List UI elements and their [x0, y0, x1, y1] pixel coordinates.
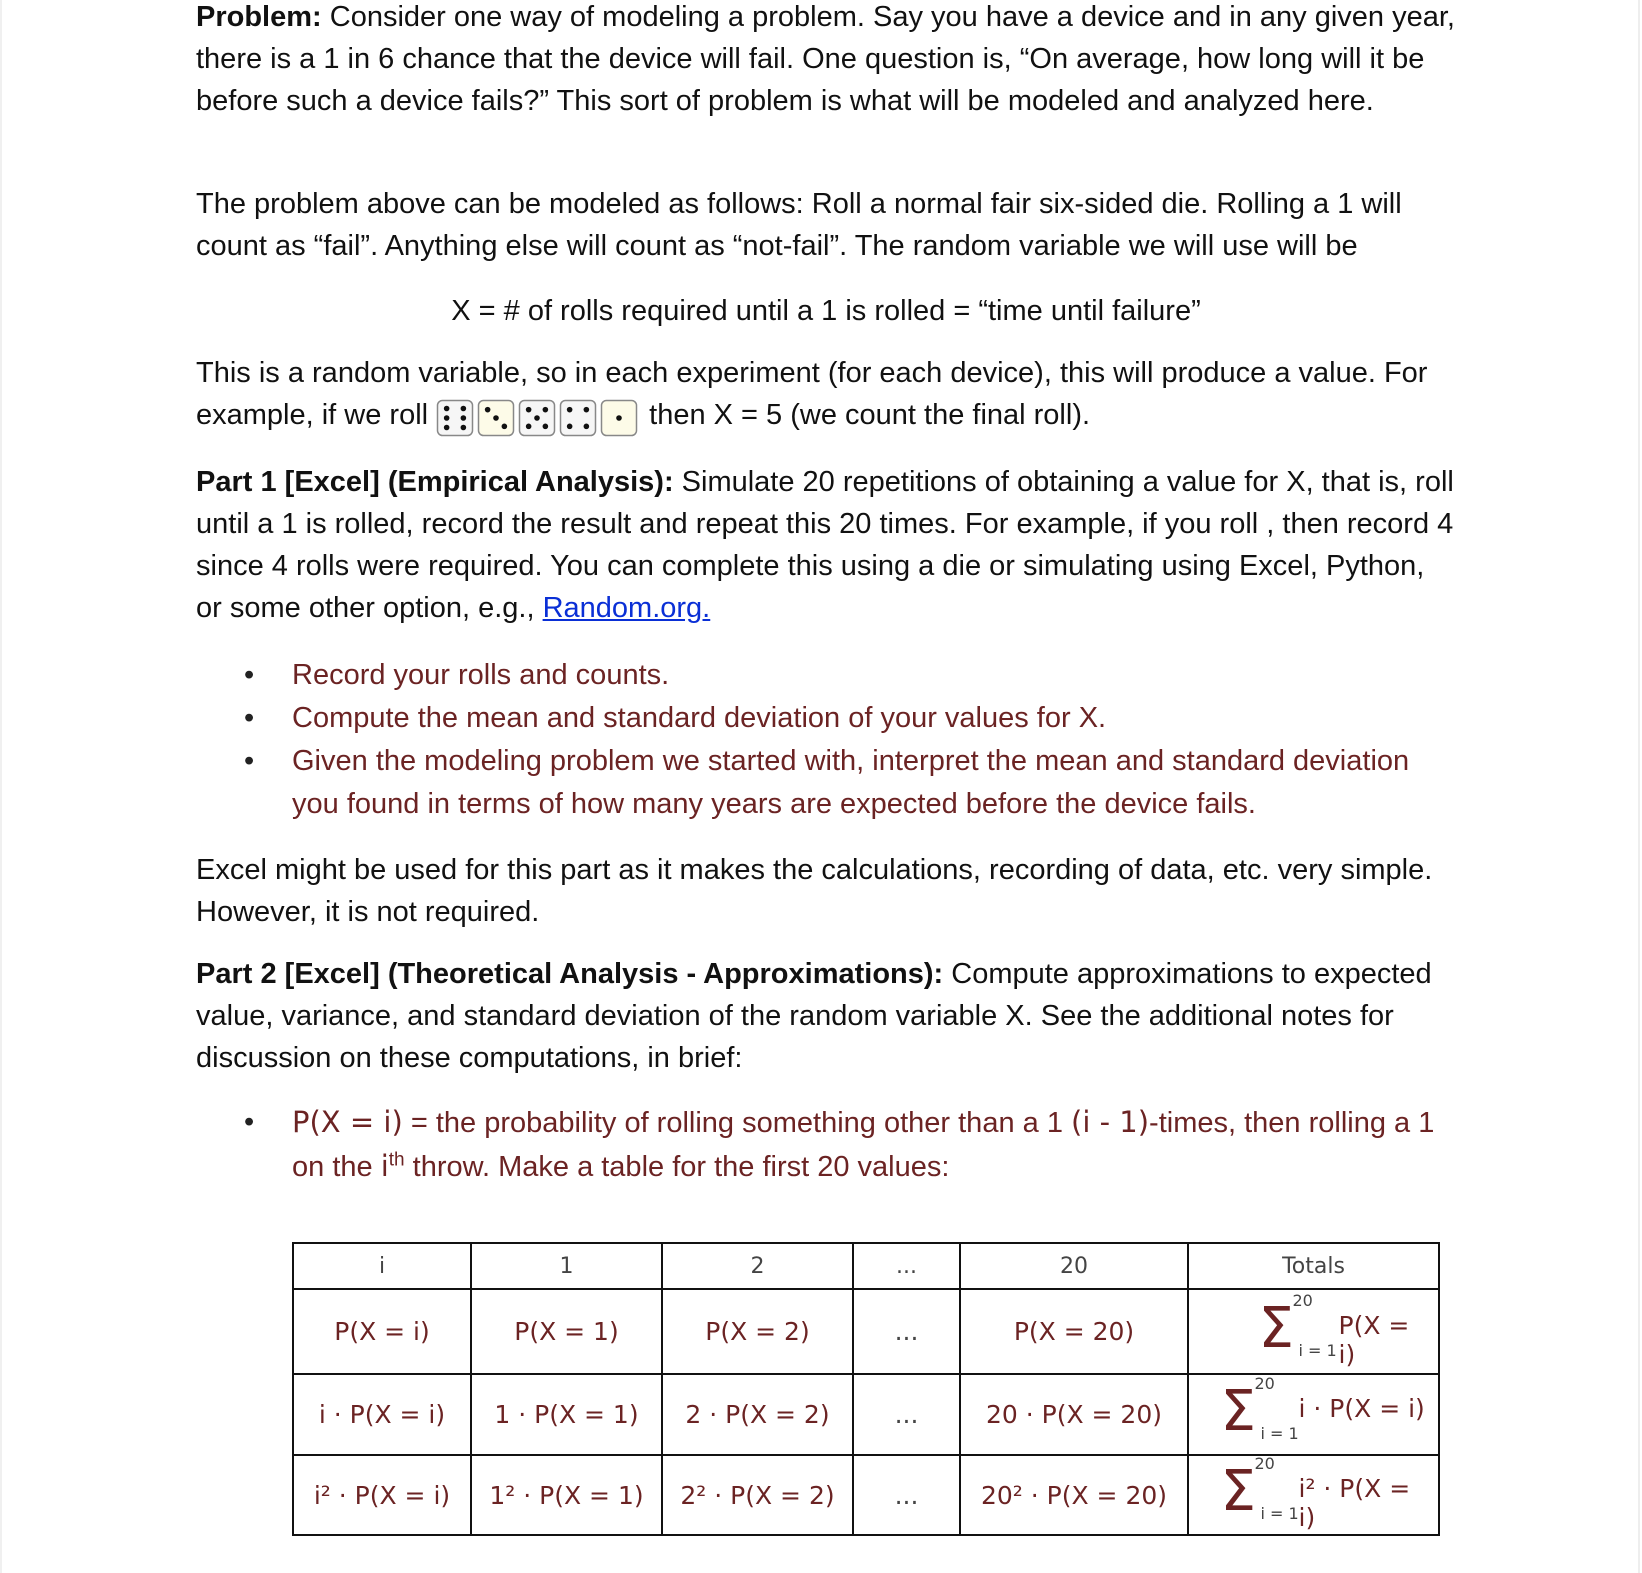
page-edge-right	[1638, 0, 1640, 1573]
header-i: i	[293, 1243, 471, 1289]
cell-value: 2 · P(X = 2)	[662, 1374, 853, 1455]
header-ellipsis: ...	[853, 1243, 960, 1289]
header-20: 20	[960, 1243, 1188, 1289]
example-then: then	[641, 399, 714, 431]
sigma-icon: Σ	[1258, 1295, 1294, 1361]
page-edge-left	[0, 0, 2, 1573]
table-header-row	[293, 1243, 1439, 1289]
die-pip	[444, 415, 450, 421]
die-pip	[534, 415, 540, 421]
cell-value: 1 · P(X = 1)	[471, 1374, 662, 1455]
die-pip	[444, 424, 450, 430]
bullet-text: throw. Make a table for the first 20 values:	[404, 1151, 950, 1183]
die-pip	[526, 423, 532, 429]
sum-lower-limit: i = 1	[1298, 1340, 1337, 1360]
cell-total	[1188, 1455, 1439, 1535]
die-face-4-icon	[559, 399, 597, 437]
die-pip	[567, 407, 573, 413]
sum-term: i · P(X = i)	[1298, 1393, 1425, 1423]
die-pip	[461, 415, 467, 421]
die-body	[438, 400, 473, 435]
part2-text-b: . See the additional notes for discussion on these computations, in brief:	[196, 1000, 1394, 1074]
die-pip	[444, 405, 450, 411]
part1-x: X	[1286, 466, 1306, 498]
sum-lower-limit: i = 1	[1260, 1504, 1299, 1523]
part2-paragraph	[196, 953, 1456, 1079]
example-x: X	[713, 399, 733, 431]
definition-line	[196, 290, 1456, 332]
part1-label: Part 1 [Excel] (Empirical Analysis):	[196, 466, 674, 498]
cell-ellipsis: ...	[853, 1289, 960, 1374]
bullet-text: -times, then rolling a 1 on the	[292, 1107, 1435, 1183]
bullet-dot: •	[244, 659, 255, 691]
sigma-icon: Σ	[1220, 1378, 1256, 1444]
table-row-probability	[293, 1289, 1439, 1374]
i-symbol: i	[380, 1149, 389, 1183]
cell-value: 2² · P(X = 2)	[662, 1455, 853, 1535]
example-paragraph	[196, 352, 1456, 437]
definition-text: = # of rolls required until a 1 is rolled = “time until failure”	[470, 295, 1201, 327]
part1-text-a: Simulate 20 repetitions of obtaining a value for	[673, 466, 1287, 498]
cell-value: 1² · P(X = 1)	[471, 1455, 662, 1535]
cell-label: i² · P(X = i)	[293, 1455, 471, 1535]
cell-value: P(X = 1)	[471, 1289, 662, 1374]
bullet-text: Compute the mean and standard deviation of your values for X.	[292, 702, 1107, 734]
bullet-text: Given the modeling problem we started with, interpret the mean and standard deviation you found in terms of how many years are expected before the device fails.	[292, 745, 1410, 820]
header-1: 1	[471, 1243, 662, 1289]
i-minus-one: (i - 1)	[1071, 1105, 1150, 1139]
part1-paragraph	[196, 461, 1456, 629]
cell-label: i · P(X = i)	[293, 1374, 471, 1455]
die-face-1-icon	[600, 399, 638, 437]
probability-table	[292, 1242, 1440, 1536]
part2-label: Part 2 [Excel] (Theoretical Analysis - Approximations):	[196, 958, 944, 990]
excel-note-paragraph	[196, 849, 1456, 933]
part1-text-b: , that is, roll until a 1 is rolled, record the result and repeat this 20 times. For example, if you roll , then record 4 since 4 rolls were required. You can complete this using a die or simulating using Excel, Python, or some other option, e.g.,	[196, 466, 1454, 624]
random-variable-x: X	[451, 295, 471, 327]
bullet-probability-definition	[196, 1101, 1456, 1189]
example-text: This is a random variable, so in each experiment (for each device), this will produce a value. For example, if we roll	[196, 357, 1428, 431]
die-face-5-icon	[518, 399, 556, 437]
die-face-3-icon	[477, 399, 515, 437]
die-body	[561, 400, 596, 435]
problem-label: Problem:	[196, 1, 322, 33]
bullet-dot: •	[244, 702, 255, 734]
die-pip	[461, 424, 467, 430]
part2-text-a: Compute approximations to expected value, variance, and standard deviation of the random variable	[196, 958, 1432, 1032]
die-pip	[461, 405, 467, 411]
sum-term: P(X = i)	[1338, 1310, 1410, 1369]
cell-value: 20² · P(X = 20)	[960, 1455, 1188, 1535]
die-face-6-icon	[436, 399, 474, 437]
cell-value: 20 · P(X = 20)	[960, 1374, 1188, 1455]
cell-total	[1188, 1374, 1439, 1455]
table-row-second-moment	[293, 1455, 1439, 1535]
sigma-icon: Σ	[1220, 1459, 1256, 1524]
cell-label: P(X = i)	[293, 1289, 471, 1374]
part1-bullet-list	[196, 654, 1456, 826]
die-pip	[584, 407, 590, 413]
cell-total	[1188, 1289, 1439, 1374]
excel-note-text: Excel might be used for this part as it makes the calculations, recording of data, etc. very simple. However, it is not required.	[196, 854, 1433, 928]
table-row-expected	[293, 1374, 1439, 1455]
bullet-text: Record your rolls and counts.	[292, 659, 670, 691]
die-pip	[502, 423, 508, 429]
cell-ellipsis: ...	[853, 1455, 960, 1535]
th-superscript: th	[388, 1149, 405, 1171]
sum-term: i² · P(X = i)	[1298, 1474, 1411, 1532]
problem-text: Consider one way of modeling a problem. Say you have a device and in any given year, there is a 1 in 6 chance that the device will fail. One question is, “On average, how long will it be before such a device fails?” This sort of problem is what will be modeled and analyzed here.	[196, 1, 1455, 117]
die-pip	[584, 423, 590, 429]
bullet-dot: •	[244, 1106, 255, 1138]
sum-upper-limit: 20	[1292, 1290, 1313, 1310]
example-result: = 5 (we count the final roll).	[733, 399, 1091, 431]
sum-upper-limit: 20	[1254, 1454, 1275, 1473]
die-pip	[543, 407, 549, 413]
bullet-text: = the probability of rolling something other than a 1	[402, 1107, 1071, 1139]
bullet-compute-mean	[196, 697, 1456, 740]
die-pip	[567, 423, 573, 429]
die-pip	[485, 407, 491, 413]
cell-ellipsis: ...	[853, 1374, 960, 1455]
header-totals: Totals	[1188, 1243, 1439, 1289]
summation	[1199, 1454, 1429, 1532]
die-pip	[493, 415, 499, 421]
bullet-dot: •	[244, 745, 255, 777]
cell-value: P(X = 2)	[662, 1289, 853, 1374]
sum-upper-limit: 20	[1254, 1373, 1275, 1393]
die-pip	[543, 423, 549, 429]
part2-x: X	[1005, 1000, 1025, 1032]
part2-bullet-list	[196, 1101, 1456, 1189]
sum-lower-limit: i = 1	[1260, 1423, 1299, 1443]
problem-paragraph	[196, 0, 1456, 122]
model-text: The problem above can be modeled as follows: Roll a normal fair six-sided die. Rolling a 1 will count as “fail”. Anything else will count as “not-fail”. The random variable we will use will be	[196, 188, 1402, 262]
summation	[1199, 1290, 1429, 1369]
model-paragraph	[196, 183, 1456, 267]
header-2: 2	[662, 1243, 853, 1289]
bullet-interpret	[196, 740, 1456, 826]
die-pip	[526, 407, 532, 413]
prob-expression: P(X = i)	[292, 1105, 403, 1139]
die-pip	[616, 415, 622, 421]
bullet-record-rolls	[196, 654, 1456, 697]
dice-sequence	[436, 395, 641, 437]
random-org-link[interactable]: Random.org.	[542, 592, 711, 624]
summation	[1199, 1373, 1429, 1444]
cell-value: P(X = 20)	[960, 1289, 1188, 1374]
